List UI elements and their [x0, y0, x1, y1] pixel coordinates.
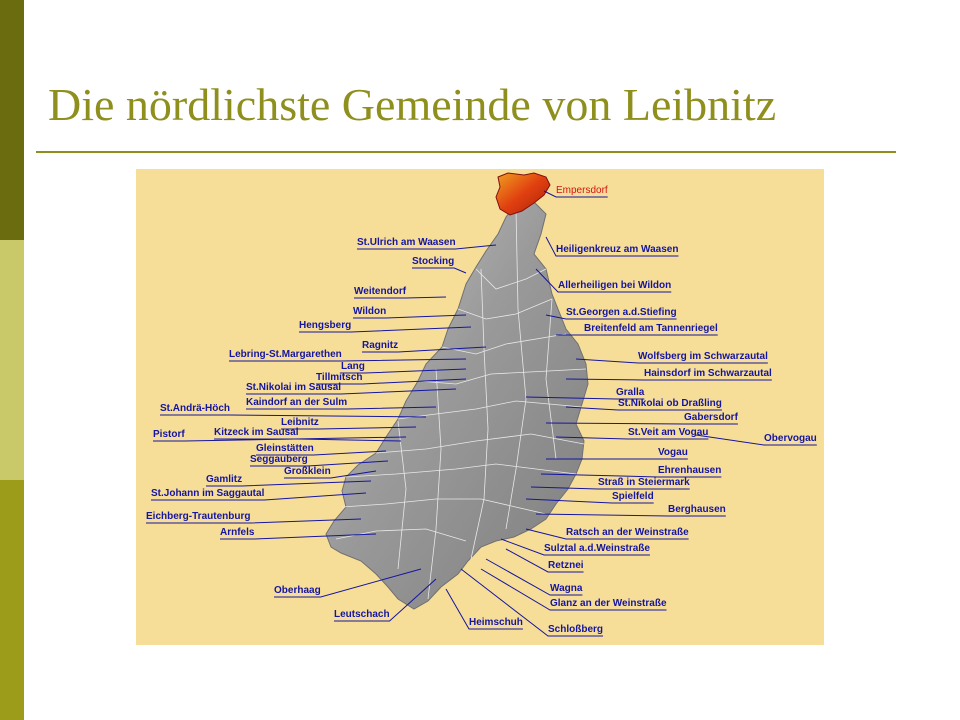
map-label-arnfels: Arnfels [220, 527, 255, 538]
map-label-grossklein: Großklein [284, 466, 331, 477]
map-label-st-georgen-a-d-stiefing: St.Georgen a.d.Stiefing [566, 307, 677, 318]
map-label-lang: Lang [341, 361, 365, 372]
empersdorf-region [496, 173, 550, 215]
map-label-gralla: Gralla [616, 387, 645, 398]
map-label-lebring-st-margarethen: Lebring-St.Margarethen [229, 349, 342, 360]
map-label-sulztal-a-d-weinstrasse: Sulztal a.d.Weinstraße [544, 543, 650, 554]
map-label-hengsberg: Hengsberg [299, 320, 352, 331]
map-label-empersdorf: Empersdorf [556, 185, 608, 196]
map-label-weitendorf: Weitendorf [354, 286, 407, 297]
map-label-gleinstaetten: Gleinstätten [256, 443, 314, 454]
map-label-stocking: Stocking [412, 256, 455, 267]
map-label-ragnitz: Ragnitz [362, 340, 399, 351]
map-label-breitenfeld-am-tannenriegel: Breitenfeld am Tannenriegel [584, 323, 718, 334]
map-label-oberhaag: Oberhaag [274, 585, 321, 596]
map-label-st-andrae-hoech: St.Andrä-Höch [160, 403, 230, 414]
map-label-strass-in-steiermark: Straß in Steiermark [598, 477, 690, 488]
map-label-kitzeck-im-sausal: Kitzeck im Sausal [214, 427, 299, 438]
sidebar-block-dark [0, 0, 24, 240]
map-label-allerheiligen-bei-wildon: Allerheiligen bei Wildon [558, 280, 672, 291]
map-label-wildon: Wildon [353, 306, 387, 317]
map-label-wagna: Wagna [550, 583, 583, 594]
map-label-leutschach: Leutschach [334, 609, 390, 620]
sidebar-block-mid [0, 480, 24, 720]
sidebar-block-light [0, 240, 24, 480]
map-label-vogau: Vogau [658, 447, 688, 458]
slide-title: Die nördlichste Gemeinde von Leibnitz [48, 79, 777, 130]
map-label-st-nikolai-im-sausal: St.Nikolai im Sausal [246, 382, 342, 393]
map-label-tillmitsch: Tillmitsch [316, 372, 363, 383]
map-label-glanz-an-der-weinstrasse: Glanz an der Weinstraße [550, 598, 667, 609]
map-label-pistorf: Pistorf [153, 429, 185, 440]
map-label-spielfeld: Spielfeld [612, 491, 654, 502]
map-label-obervogau: Obervogau [764, 433, 817, 444]
map-label-gamlitz: Gamlitz [206, 474, 243, 485]
map-label-retznei: Retznei [548, 560, 584, 571]
map-label-st-ulrich-am-waasen: St.Ulrich am Waasen [357, 237, 456, 248]
map-label-heimschuh: Heimschuh [469, 617, 523, 628]
leader-line-stocking [412, 268, 466, 273]
map-label-gabersdorf: Gabersdorf [684, 412, 738, 423]
title-underline [36, 151, 896, 153]
map-label-hainsdorf-im-schwarzautal: Hainsdorf im Schwarzautal [644, 368, 772, 379]
map-label-ehrenhausen: Ehrenhausen [658, 465, 722, 476]
map-label-wolfsberg-im-schwarzautal: Wolfsberg im Schwarzautal [638, 351, 768, 362]
map-label-st-johann-im-saggautal: St.Johann im Saggautal [151, 488, 265, 499]
map-label-st-nikolai-ob-drassling: St.Nikolai ob Draßling [618, 398, 722, 409]
map-label-ratsch-an-der-weinstrasse: Ratsch an der Weinstraße [566, 527, 689, 538]
sidebar [0, 0, 24, 720]
map-label-st-veit-am-vogau: St.Veit am Vogau [628, 427, 709, 438]
map-label-seggauberg: Seggauberg [250, 454, 308, 465]
map-label-eichberg-trautenburg: Eichberg-Trautenburg [146, 511, 251, 522]
map-label-kaindorf-an-der-sulm: Kaindorf an der Sulm [246, 397, 348, 408]
map-label-schlossberg: Schloßberg [548, 624, 604, 635]
map-label-berghausen: Berghausen [668, 504, 726, 515]
map-label-heiligenkreuz-am-waasen: Heiligenkreuz am Waasen [556, 244, 679, 255]
district-map [136, 169, 824, 645]
map-label-leibnitz: Leibnitz [281, 417, 319, 428]
